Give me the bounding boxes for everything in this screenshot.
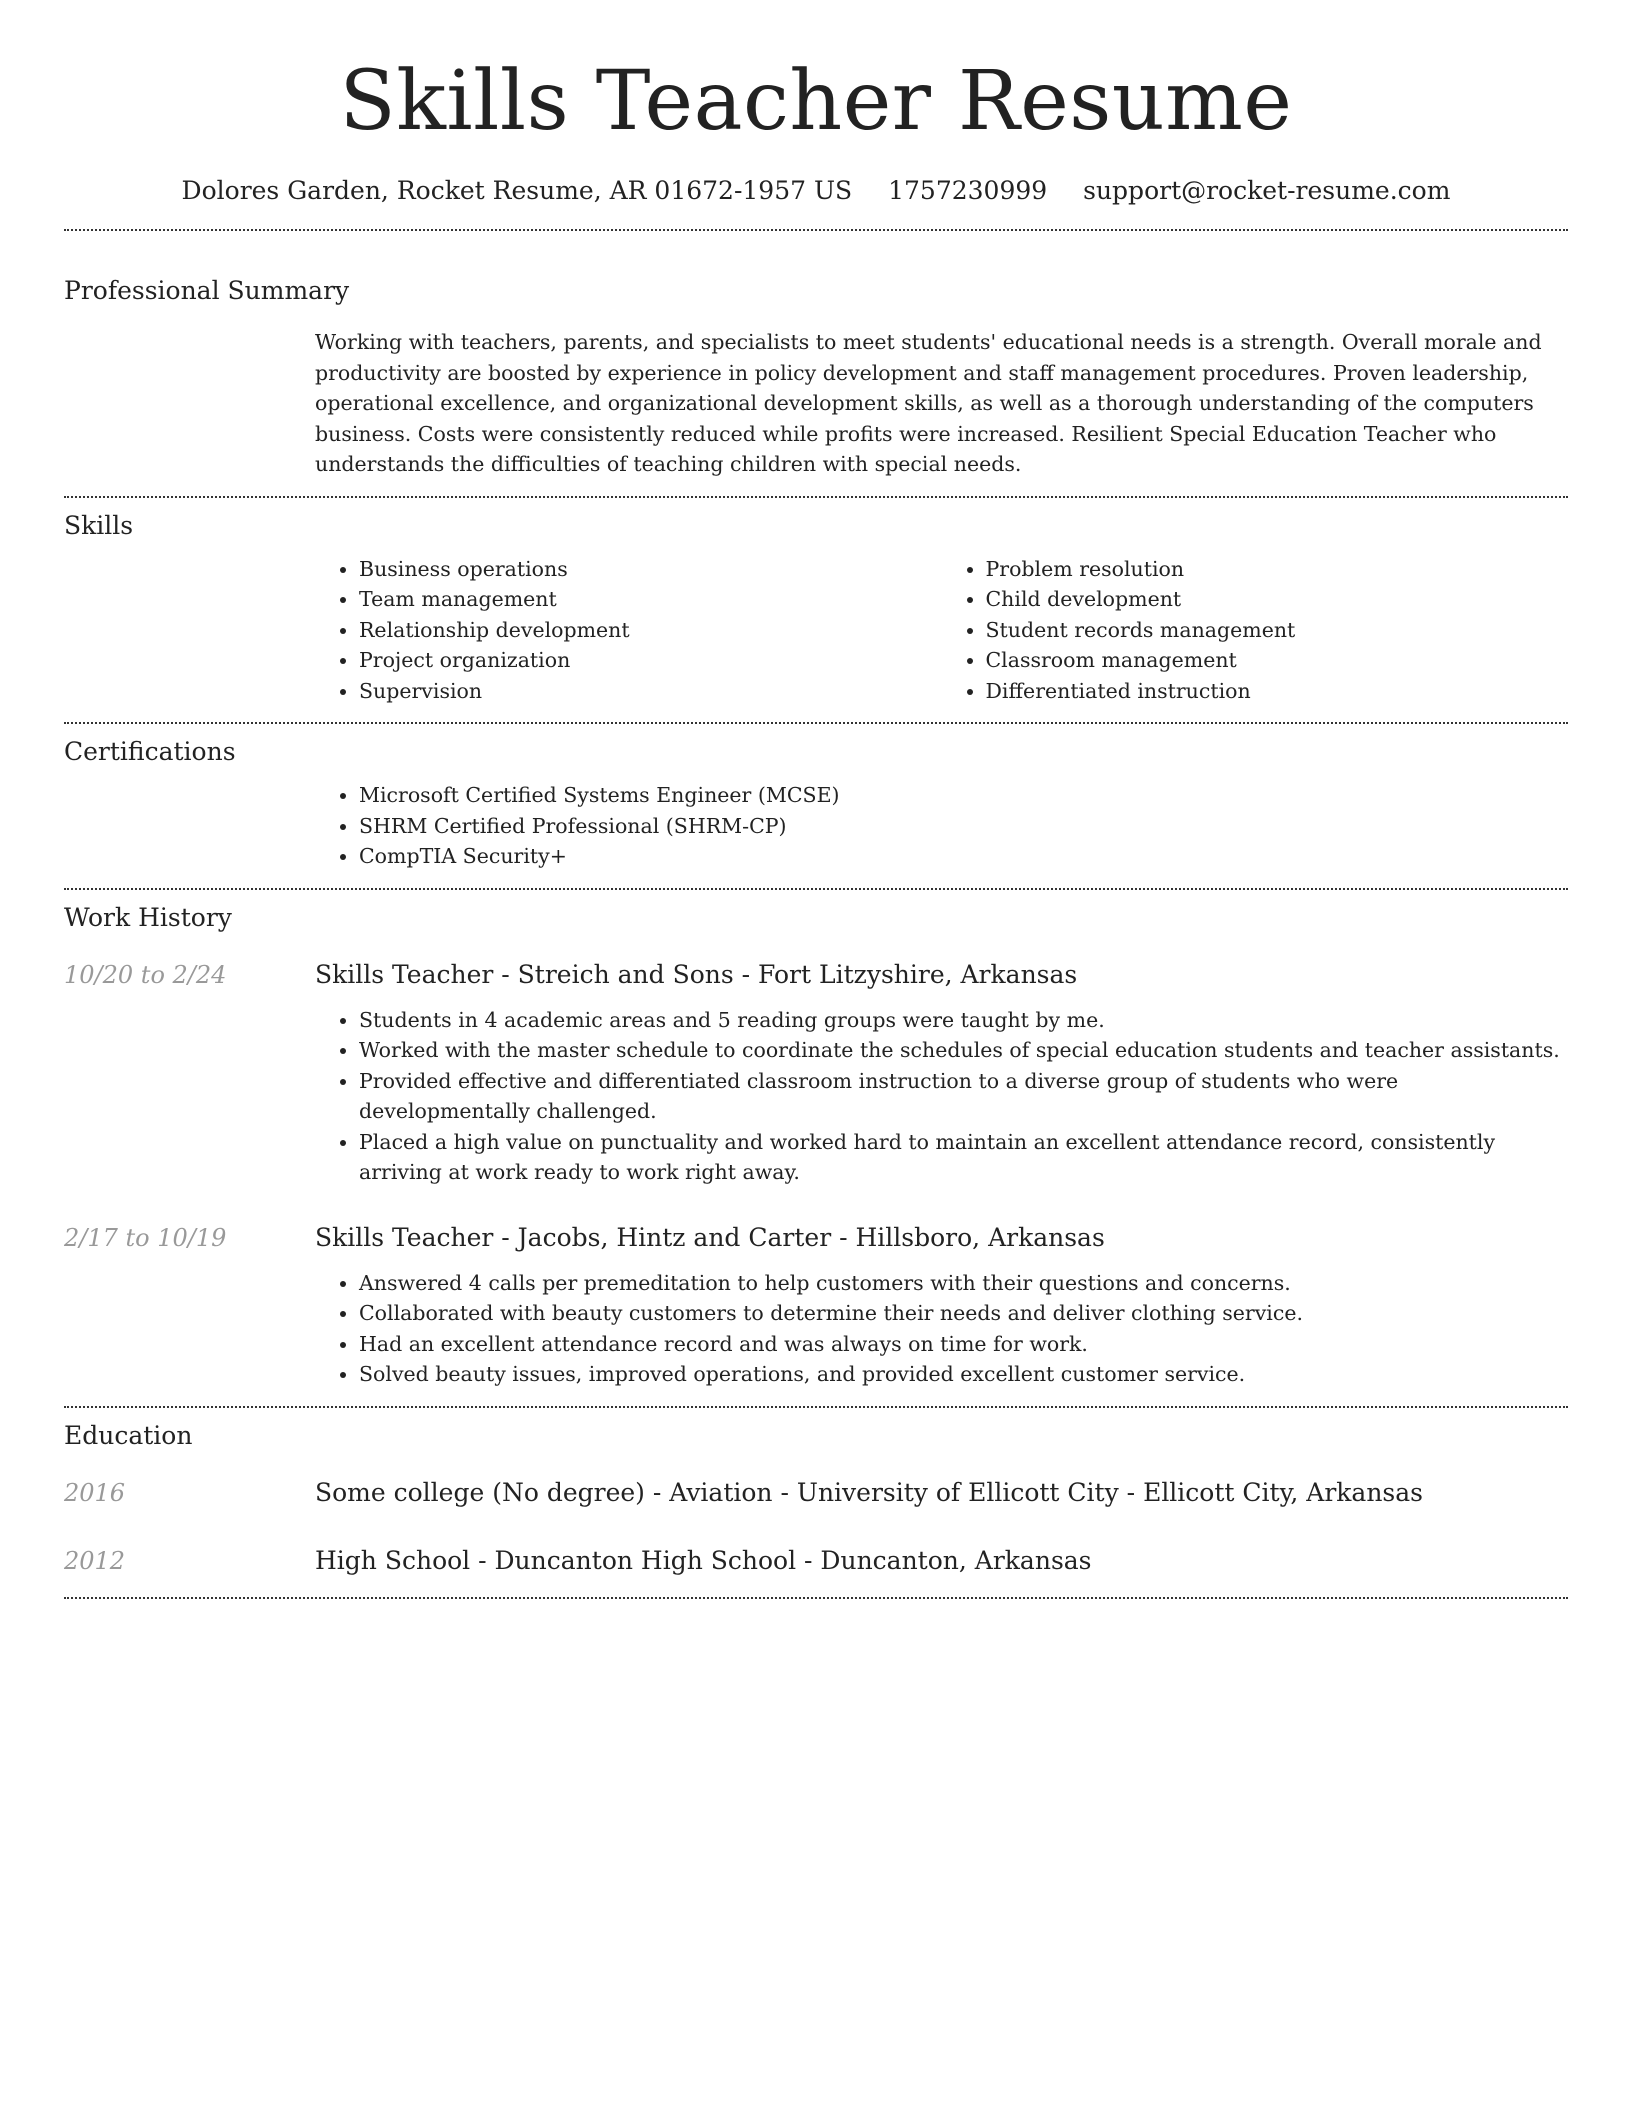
skill-item: • Student records management — [986, 615, 1569, 646]
divider — [64, 722, 1568, 724]
education-entry — [64, 1476, 1568, 1510]
job-entry — [64, 1221, 1568, 1390]
education-heading: Education — [64, 1420, 193, 1450]
contact-phone: 1757230999 — [888, 176, 1048, 205]
contact-email: support@rocket-resume.com — [1083, 176, 1451, 205]
certification-item: • Microsoft Certified Systems Engineer (MCSE) — [359, 780, 1568, 811]
job-bullets — [315, 1005, 1568, 1188]
skills-list-right — [942, 554, 1569, 707]
job-bullet: • Solved beauty issues, improved operations, and provided excellent customer service. — [359, 1359, 1568, 1390]
skill-item: • Team management — [359, 584, 942, 615]
work-history-heading: Work History — [64, 902, 232, 932]
job-bullet: • Collaborated with beauty customers to determine their needs and deliver clothing service. — [359, 1298, 1568, 1329]
skill-item: • Child development — [986, 584, 1569, 615]
certifications-heading: Certifications — [64, 737, 236, 766]
divider — [64, 496, 1568, 498]
contact-address: Dolores Garden, Rocket Resume, AR 01672-1957 US — [181, 176, 853, 205]
skill-item: • Project organization — [359, 645, 942, 676]
divider — [64, 1597, 1568, 1599]
job-bullet: • Had an excellent attendance record and was always on time for work. — [359, 1329, 1568, 1360]
skill-item: • Problem resolution — [986, 554, 1569, 585]
certifications-list — [315, 780, 1568, 872]
education-section — [64, 1419, 1568, 1578]
skills-section — [64, 509, 1568, 707]
certification-item: • SHRM Certified Professional (SHRM-CP) — [359, 811, 1568, 842]
job-bullet: • Placed a high value on punctuality and worked hard to maintain an excellent attendance record, consistently arriving at work ready to work right away. — [359, 1127, 1568, 1188]
education-title: Some college (No degree) - Aviation - University of Ellicott City - Ellicott City, Arkansas — [315, 1477, 1423, 1507]
resume-title: Skills Teacher Resume — [339, 54, 1293, 149]
resume-page — [64, 0, 1568, 1599]
work-history-section — [64, 901, 1568, 1390]
skills-list-left — [315, 554, 942, 707]
education-entry — [64, 1544, 1568, 1578]
divider — [64, 888, 1568, 890]
contact-line — [64, 174, 1568, 208]
education-year: 2016 — [64, 1478, 126, 1507]
skill-item: • Business operations — [359, 554, 942, 585]
summary-text: Working with teachers, parents, and specialists to meet students' educational needs is a strength. Overall morale and productivity are boosted by experience in policy development and staff management procedures. Proven leadership, operational excellence, and organizational development skills, as well as a thorough understanding of the computers business. Costs were consistently reduced while profits were increased. Resilient Special Education Teacher who understands the difficulties of teaching children with special needs. — [315, 330, 1542, 476]
job-dates: 2/17 to 10/19 — [64, 1223, 227, 1252]
summary-heading: Professional Summary — [64, 276, 350, 305]
skills-heading: Skills — [64, 510, 134, 540]
job-title: Skills Teacher - Streich and Sons - Fort Litzyshire, Arkansas — [315, 959, 1078, 989]
job-title: Skills Teacher - Jacobs, Hintz and Carter - Hillsboro, Arkansas — [315, 1222, 1105, 1252]
skill-item: • Relationship development — [359, 615, 942, 646]
education-year: 2012 — [64, 1546, 126, 1575]
certifications-section — [64, 735, 1568, 872]
skill-item: • Classroom management — [986, 645, 1569, 676]
skill-item: • Supervision — [359, 676, 942, 707]
job-bullet: • Answered 4 calls per premeditation to help customers with their questions and concerns. — [359, 1268, 1568, 1299]
job-bullets — [315, 1268, 1568, 1390]
summary-section — [64, 274, 1568, 480]
job-dates: 10/20 to 2/24 — [64, 960, 227, 989]
job-entry — [64, 958, 1568, 1188]
job-bullet: • Provided effective and differentiated classroom instruction to a diverse group of students who were developmentally challenged. — [359, 1066, 1568, 1127]
education-title: High School - Duncanton High School - Duncanton, Arkansas — [315, 1545, 1092, 1575]
job-bullet: • Students in 4 academic areas and 5 reading groups were taught by me. — [359, 1005, 1568, 1036]
job-bullet: • Worked with the master schedule to coordinate the schedules of special education students and teacher assistants. — [359, 1035, 1568, 1066]
divider — [64, 229, 1568, 231]
certification-item: • CompTIA Security+ — [359, 841, 1568, 872]
skill-item: • Differentiated instruction — [986, 676, 1569, 707]
divider — [64, 1406, 1568, 1408]
